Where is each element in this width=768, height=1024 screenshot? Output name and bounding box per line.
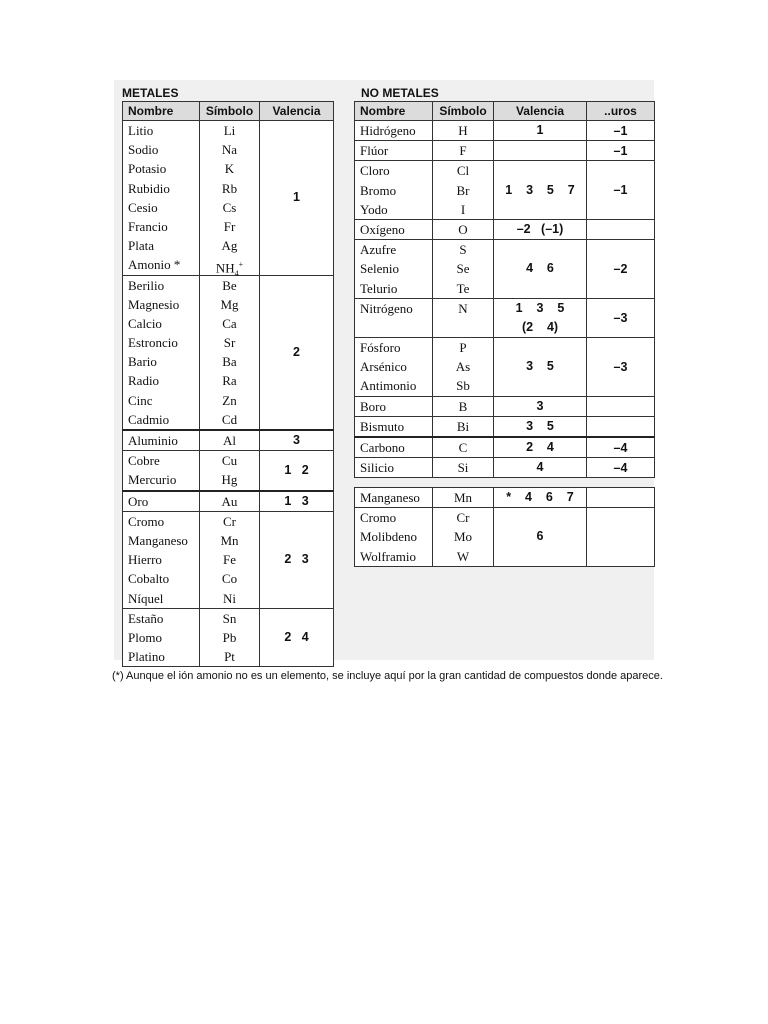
- element-symbol: F: [459, 143, 467, 159]
- valencia-cell: [494, 437, 587, 458]
- element-name: Bromo: [360, 182, 397, 198]
- element-symbol: P: [459, 340, 467, 356]
- group-row: [355, 396, 655, 416]
- valencia-value: 3 5: [526, 359, 554, 374]
- name-cell: [355, 416, 433, 437]
- element-name: Cinc: [128, 392, 153, 408]
- element-name: Carbono: [360, 440, 405, 455]
- symbol-cell: [200, 121, 260, 279]
- symbol-cell: [433, 458, 494, 478]
- name-cell: [355, 488, 433, 508]
- element-symbol: Na: [221, 142, 238, 158]
- symbol-cell: [200, 511, 260, 608]
- name-cell: [123, 121, 200, 276]
- group-row: [123, 491, 334, 512]
- symbol-cell: [433, 240, 494, 299]
- element-name: Hierro: [128, 552, 162, 568]
- symbol-cell: [200, 608, 260, 667]
- group-row: [355, 508, 655, 567]
- uros-cell: –4: [587, 458, 655, 478]
- element-symbol: Au: [221, 493, 238, 509]
- element-symbol: Mn: [220, 532, 239, 548]
- element-symbol: W: [456, 548, 470, 564]
- valencia-value: 1 3: [284, 493, 309, 508]
- valencia-cell: [494, 338, 587, 397]
- element-name: Antimonio: [360, 378, 417, 394]
- element-name: Cadmio: [128, 411, 170, 427]
- element-symbol: Zn: [222, 392, 237, 408]
- element-symbol: N: [458, 300, 468, 316]
- valencia-cell: [494, 508, 587, 567]
- valencia-cell: [494, 488, 587, 508]
- element-name: Níquel: [128, 590, 164, 606]
- name-cell: [123, 430, 200, 451]
- header-nombre: Nombre: [123, 102, 200, 121]
- valencia-cell: [494, 219, 587, 239]
- element-symbol: Ra: [222, 373, 237, 389]
- element-symbol: Cr: [223, 513, 236, 529]
- element-symbol: [433, 318, 493, 337]
- name-cell: [355, 240, 433, 299]
- element-symbol: Sn: [222, 610, 237, 626]
- valencia-cell: [260, 511, 334, 608]
- element-symbol: Cs: [222, 199, 237, 215]
- name-cell: [355, 338, 433, 397]
- element-symbol: S: [459, 242, 467, 258]
- element-name: Cobre: [128, 453, 160, 469]
- uros-cell: –1: [587, 121, 655, 141]
- element-symbol: Ba: [222, 354, 237, 370]
- element-name: Magnesio: [128, 296, 180, 312]
- symbol-cell: [433, 488, 494, 508]
- group-row: [123, 451, 334, 491]
- element-symbol: Fe: [223, 552, 236, 568]
- metales-table: [122, 101, 334, 667]
- element-name: Litio: [128, 123, 154, 138]
- valencia-value: 4: [536, 460, 544, 475]
- no-metales-title: NO METALES: [361, 86, 439, 100]
- name-cell: [123, 451, 200, 491]
- element-symbol: Br: [456, 182, 470, 198]
- valencia-cell: [260, 451, 334, 491]
- name-cell: [355, 396, 433, 416]
- header-valencia: Valencia: [260, 102, 334, 121]
- symbol-cell: [200, 275, 260, 430]
- element-name: Berilio: [128, 277, 165, 293]
- valencia-cell: [494, 121, 587, 141]
- element-symbol: B: [458, 398, 468, 414]
- element-symbol: Al: [223, 433, 236, 448]
- valencia-value: 1: [293, 190, 300, 205]
- valencia-value: 3: [293, 433, 300, 448]
- element-symbol: Cu: [221, 453, 238, 469]
- element-name: Platino: [128, 649, 165, 665]
- group-row: [355, 121, 655, 141]
- element-name: Boro: [360, 398, 386, 414]
- element-symbol: Te: [456, 280, 470, 296]
- symbol-cell: [433, 437, 494, 458]
- element-name: Radio: [128, 373, 160, 389]
- element-name: Nitrógeno: [360, 300, 413, 316]
- group-row: [355, 141, 655, 161]
- valencia-value: 2 4: [526, 440, 554, 455]
- element-name: Potasio: [128, 161, 167, 177]
- uros-cell: –1: [587, 161, 655, 220]
- element-name: Silicio: [360, 460, 394, 476]
- element-symbol: Bi: [456, 418, 470, 434]
- valencia-value: 3: [536, 398, 544, 413]
- valencia-value: –2 (–1): [516, 222, 564, 237]
- name-cell: [123, 608, 200, 667]
- uros-cell: –3: [587, 298, 655, 337]
- element-name: Yodo: [360, 201, 388, 217]
- valencia-cell: [494, 298, 587, 337]
- uros-cell: [587, 488, 655, 508]
- name-cell: [355, 141, 433, 161]
- element-name: Francio: [128, 218, 168, 234]
- valencia-cell: [260, 275, 334, 430]
- element-symbol: Ni: [223, 590, 236, 606]
- element-symbol: Li: [223, 123, 236, 138]
- group-row: [123, 121, 334, 276]
- name-cell: [123, 511, 200, 608]
- name-cell: [123, 491, 200, 512]
- valencia-cell: [260, 121, 334, 276]
- header-simbolo: Símbolo: [200, 102, 260, 121]
- header-nombre: Nombre: [355, 102, 433, 121]
- element-name: Telurio: [360, 280, 398, 296]
- element-symbol: Cl: [456, 163, 470, 179]
- element-name: Arsénico: [360, 359, 407, 375]
- valencia-cell: [494, 416, 587, 437]
- valencia-value: 2: [293, 344, 300, 359]
- element-name: Manganeso: [128, 532, 188, 548]
- header-uros: ..uros: [587, 102, 655, 121]
- symbol-cell: [433, 298, 494, 337]
- symbol-cell: [433, 416, 494, 437]
- valencia-value: 2 3: [284, 552, 309, 567]
- element-symbol: Mo: [453, 529, 473, 545]
- element-name: Azufre: [360, 242, 397, 258]
- element-symbol: Be: [222, 277, 237, 293]
- element-name: Oro: [128, 493, 149, 509]
- uros-cell: –4: [587, 437, 655, 458]
- group-row: [123, 275, 334, 430]
- valencia-value: 6: [536, 529, 544, 544]
- uros-cell: [587, 219, 655, 239]
- element-name: Bismuto: [360, 418, 405, 434]
- valencia-cell: [494, 141, 587, 161]
- otros-table: [354, 487, 655, 567]
- element-symbol: Sr: [223, 335, 236, 351]
- uros-cell: [587, 416, 655, 437]
- name-cell: [355, 437, 433, 458]
- element-name: Plata: [128, 238, 154, 254]
- symbol-cell: [433, 141, 494, 161]
- symbol-cell: [200, 451, 260, 491]
- element-symbol: Fr: [223, 218, 236, 234]
- element-name: Plomo: [128, 629, 162, 645]
- valencia-value: 1 3 5 7: [505, 182, 575, 197]
- name-cell: [355, 161, 433, 220]
- element-symbol: Mg: [220, 296, 239, 312]
- element-name: Bario: [128, 354, 157, 370]
- element-symbol: Pt: [224, 649, 235, 665]
- uros-cell: [587, 396, 655, 416]
- no-metales-table: [354, 101, 655, 478]
- element-symbol: $NH_4^+$: [215, 260, 244, 279]
- element-name: Oxígeno: [360, 221, 405, 237]
- element-name: Cesio: [128, 199, 158, 215]
- metales-title: METALES: [122, 86, 179, 100]
- element-symbol: Hg: [221, 472, 238, 488]
- group-row: [355, 161, 655, 220]
- element-name: Estroncio: [128, 335, 178, 351]
- symbol-cell: [433, 508, 494, 567]
- element-name: Fósforo: [360, 340, 401, 356]
- header-valencia: Valencia: [494, 102, 587, 121]
- name-cell: [355, 458, 433, 478]
- element-symbol: C: [458, 440, 468, 455]
- valencia-cell: [494, 161, 587, 220]
- element-name: Aluminio: [128, 433, 178, 448]
- valencia-value: 3 5: [526, 418, 554, 433]
- valencia-value: * 4 6 7: [506, 490, 574, 505]
- uros-cell: –2: [587, 240, 655, 299]
- valencia-cell: [494, 396, 587, 416]
- group-row: [355, 437, 655, 458]
- element-name: Cloro: [360, 163, 390, 179]
- group-row: [123, 430, 334, 451]
- element-symbol: Ca: [222, 315, 237, 331]
- group-row: [355, 458, 655, 478]
- element-symbol: Si: [457, 460, 469, 476]
- symbol-cell: [433, 396, 494, 416]
- symbol-cell: [200, 491, 260, 512]
- valencia-value: 1 2: [284, 462, 309, 477]
- valencia-cell: [494, 458, 587, 478]
- element-name: [355, 318, 432, 337]
- element-name: Mercurio: [128, 472, 177, 488]
- element-name: Sodio: [128, 142, 159, 158]
- element-name: Molibdeno: [360, 529, 418, 545]
- name-cell: [355, 219, 433, 239]
- element-symbol: O: [458, 221, 468, 237]
- valencia-cell: [260, 608, 334, 667]
- element-name: Rubidio: [128, 180, 170, 196]
- element-name: Estaño: [128, 610, 164, 626]
- valencia-cell: [494, 240, 587, 299]
- element-symbol: Pb: [222, 629, 237, 645]
- element-symbol: As: [455, 359, 471, 375]
- element-name: Cromo: [360, 510, 397, 526]
- group-row: [355, 219, 655, 239]
- footnote: (*) Aunque el ión amonio no es un elemento, se incluye aquí por la gran cantidad de compuestos donde aparece.: [112, 670, 663, 682]
- group-row: [355, 240, 655, 299]
- element-symbol: Rb: [221, 180, 238, 196]
- symbol-cell: [433, 161, 494, 220]
- symbol-cell: [433, 219, 494, 239]
- element-name: Flúor: [360, 143, 389, 159]
- symbol-cell: [433, 338, 494, 397]
- element-symbol: K: [224, 161, 235, 177]
- valencia-value: 4 6: [526, 261, 554, 276]
- uros-cell: –3: [587, 338, 655, 397]
- group-row: [123, 608, 334, 667]
- element-name: Cromo: [128, 513, 165, 529]
- valencia-cell: [260, 430, 334, 451]
- group-row: [123, 511, 334, 608]
- element-symbol: Ag: [221, 238, 238, 254]
- element-symbol: Cd: [221, 411, 238, 427]
- name-cell: [355, 298, 433, 337]
- element-symbol: Cr: [456, 510, 470, 526]
- element-name: Wolframio: [360, 548, 416, 564]
- element-name: Cobalto: [128, 571, 170, 587]
- uros-cell: –1: [587, 141, 655, 161]
- valencia-value: 1: [536, 123, 544, 138]
- element-name: Selenio: [360, 261, 399, 277]
- symbol-cell: [200, 430, 260, 451]
- element-symbol: Co: [221, 571, 238, 587]
- valencia-value: 1 3 5: [515, 300, 565, 315]
- header-simbolo: Símbolo: [433, 102, 494, 121]
- uros-cell: [587, 508, 655, 567]
- element-symbol: Sb: [456, 378, 470, 394]
- name-cell: [355, 508, 433, 567]
- valencia-cell: [260, 491, 334, 512]
- element-name: Amonio *: [128, 257, 181, 273]
- element-symbol: Mn: [453, 490, 473, 505]
- group-row: [355, 488, 655, 508]
- symbol-cell: [433, 121, 494, 141]
- name-cell: [355, 121, 433, 141]
- group-row: [355, 338, 655, 397]
- name-cell: [123, 275, 200, 430]
- element-symbol: I: [460, 201, 466, 217]
- valencia-value: (2 4): [521, 319, 559, 334]
- element-symbol: H: [458, 123, 468, 138]
- group-row: [355, 298, 655, 337]
- element-name: Manganeso: [360, 490, 420, 505]
- group-row: [355, 416, 655, 437]
- valencia-value: 2 4: [284, 629, 309, 644]
- element-name: Hidrógeno: [360, 123, 416, 138]
- element-name: Calcio: [128, 315, 162, 331]
- element-symbol: Se: [456, 261, 470, 277]
